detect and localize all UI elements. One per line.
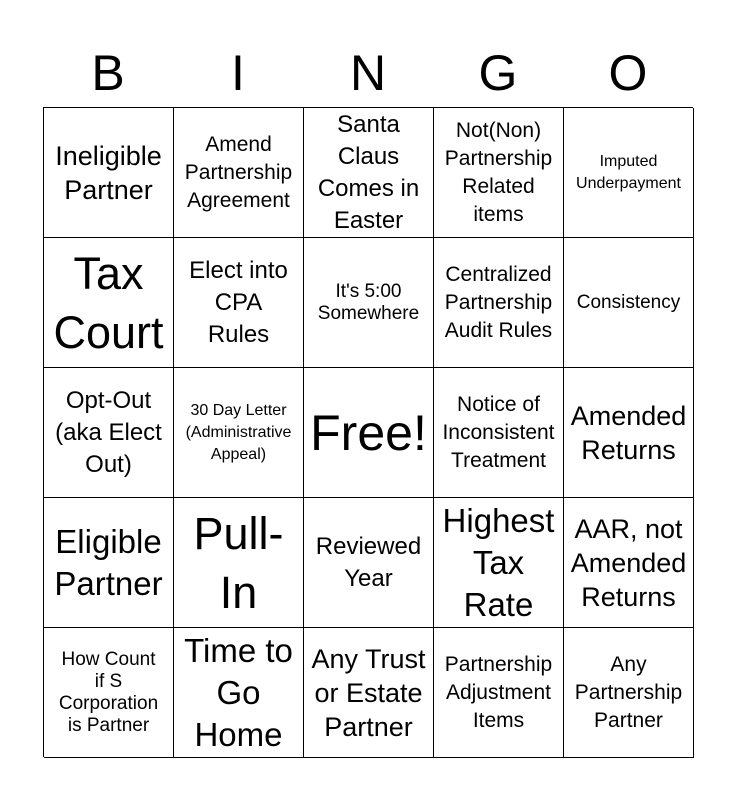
bingo-cell-b5[interactable]: [44, 628, 174, 758]
cell-label: Elect into CPA Rules: [189, 256, 288, 348]
bingo-grid: [43, 107, 693, 757]
cell-label: Eligible Partner: [54, 522, 163, 602]
bingo-cell-g1[interactable]: [434, 108, 564, 238]
cell-label: Time to Go Home: [184, 631, 293, 753]
cell-label: Not(Non) Partnership Related items: [444, 118, 553, 226]
bingo-cell-o2[interactable]: [564, 238, 694, 368]
cell-label: How Count if S Corporation is Partner: [58, 648, 159, 736]
cell-label: Santa Claus Comes in Easter: [317, 110, 420, 234]
bingo-cell-o4[interactable]: [564, 498, 694, 628]
bingo-cell-i3[interactable]: [174, 368, 304, 498]
bingo-cell-i4[interactable]: [174, 498, 304, 628]
bingo-cell-g5[interactable]: [434, 628, 564, 758]
bingo-cell-n1[interactable]: [304, 108, 434, 238]
cell-label: AAR, not Amended Returns: [570, 513, 687, 612]
bingo-cell-b1[interactable]: [44, 108, 174, 238]
bingo-cell-g2[interactable]: [434, 238, 564, 368]
bingo-cell-n4[interactable]: [304, 498, 434, 628]
cell-label: Amended Returns: [570, 400, 687, 465]
bingo-cell-g3[interactable]: [434, 368, 564, 498]
bingo-cell-b2[interactable]: [44, 238, 174, 368]
cell-label: 30 Day Letter (Administrative Appeal): [185, 401, 292, 463]
cell-label: Any Trust or Estate Partner: [311, 643, 426, 742]
header-letter-n: N: [349, 45, 387, 101]
bingo-cell-n2[interactable]: [304, 238, 434, 368]
cell-label: Partnership Adjustment Items: [444, 652, 553, 732]
cell-label: Consistency: [576, 291, 681, 313]
bingo-cell-b4[interactable]: [44, 498, 174, 628]
cell-label: Notice of Inconsistent Treatment: [442, 392, 555, 472]
bingo-cell-g4[interactable]: [434, 498, 564, 628]
cell-label: Pull- In: [193, 507, 284, 618]
cell-label: Any Partnership Partner: [574, 652, 683, 732]
header-letter-o: O: [608, 45, 648, 101]
header-letter-g: G: [478, 45, 518, 101]
bingo-cell-o3[interactable]: [564, 368, 694, 498]
cell-label: Reviewed Year: [315, 532, 422, 592]
cell-label: Highest Tax Rate: [442, 501, 555, 623]
bingo-cell-i2[interactable]: [174, 238, 304, 368]
bingo-cell-free[interactable]: [304, 368, 434, 498]
bingo-cell-b3[interactable]: [44, 368, 174, 498]
cell-label: Centralized Partnership Audit Rules: [444, 262, 553, 342]
bingo-cell-o1[interactable]: [564, 108, 694, 238]
cell-label: Ineligible Partner: [55, 140, 162, 205]
bingo-header: [43, 38, 693, 108]
bingo-cell-o5[interactable]: [564, 628, 694, 758]
bingo-cell-n5[interactable]: [304, 628, 434, 758]
bingo-cell-i5[interactable]: [174, 628, 304, 758]
cell-label: Tax Court: [53, 247, 164, 358]
header-letter-b: B: [91, 45, 125, 101]
header-letter-i: I: [231, 45, 245, 101]
cell-label: Free!: [310, 404, 427, 461]
cell-label: Opt-Out (aka Elect Out): [55, 386, 162, 478]
cell-label: Amend Partnership Agreement: [184, 132, 293, 212]
bingo-cell-i1[interactable]: [174, 108, 304, 238]
cell-label: Imputed Underpayment: [576, 152, 681, 192]
cell-label: It's 5:00 Somewhere: [317, 280, 420, 324]
